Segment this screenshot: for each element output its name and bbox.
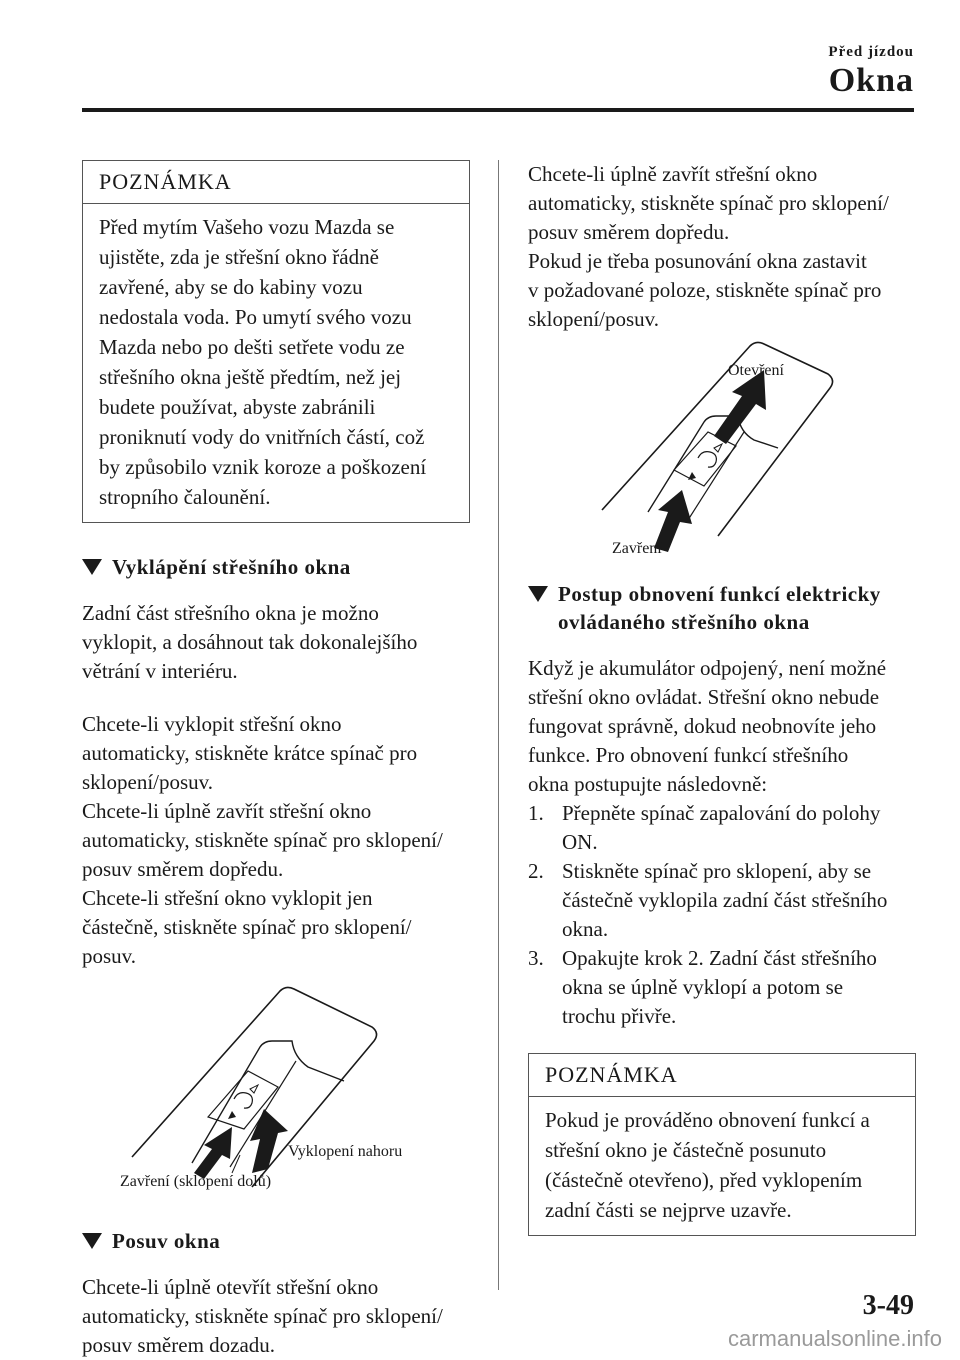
note-line: ujistěte, zda je střešní okno řádně: [99, 245, 379, 269]
heading-text: Posuv okna: [112, 1229, 221, 1253]
step-number: 2.: [528, 859, 544, 883]
figure-slide-switch: [528, 340, 916, 562]
column-divider: [498, 160, 499, 1290]
list-item: [528, 944, 916, 1031]
text-line: Chcete-li úplně zavřít střešní okno: [82, 799, 372, 823]
note-line: budete používat, abyste zabránili: [99, 395, 376, 419]
header-rule: [82, 108, 914, 112]
step-number: 1.: [528, 801, 544, 825]
text-line: větrání v interiéru.: [82, 659, 238, 683]
heading-text: Postup obnovení funkcí elektricky: [558, 582, 881, 606]
text-line: automaticky, stiskněte spínač pro sklopení/: [528, 191, 889, 215]
note-line: proniknutí vody do vnitřních částí, což: [99, 425, 425, 449]
triangle-marker-icon: [528, 586, 548, 602]
paragraph-slide: [82, 1273, 470, 1360]
text-line: střešní okno ovládat. Střešní okno nebude: [528, 685, 880, 709]
note-title: POZNÁMKA: [529, 1054, 915, 1097]
note-title: POZNÁMKA: [83, 161, 469, 204]
text-line: Chcete-li úplně zavřít střešní okno: [528, 162, 818, 186]
note-line: zavřené, aby se do kabiny vozu: [99, 275, 363, 299]
note-line: stropního čalounění.: [99, 485, 271, 509]
label-close: Zavření: [612, 540, 662, 557]
text-line: funkce. Pro obnovení funkcí střešního: [528, 743, 849, 767]
page-number: 3-49: [862, 1290, 914, 1321]
note-line: Před mytím Vašeho vozu Mazda se: [99, 215, 395, 239]
text-line: sklopení/posuv.: [528, 307, 660, 331]
text-line: Když je akumulátor odpojený, není možné: [528, 656, 887, 680]
label-open: Otevření: [728, 362, 784, 379]
heading-text: Vyklápění střešního okna: [112, 555, 351, 579]
note-body: [529, 1097, 915, 1235]
text-line: Přepněte spínač zapalování do polohy: [562, 801, 881, 825]
text-line: Stiskněte spínač pro sklopení, aby se: [562, 859, 872, 883]
text-line: okna se úplně vyklopí a potom se: [562, 975, 844, 999]
note-line: nedostala voda. Po umytí svého vozu: [99, 305, 412, 329]
note-line: střešního okna ještě předtím, než jej: [99, 365, 402, 389]
note-box-washing: [82, 160, 470, 523]
paragraph-reset-intro: [528, 654, 916, 799]
note-box-reset: [528, 1053, 916, 1236]
text-line: posuv směrem dopředu.: [82, 857, 284, 881]
text-line: Zadní část střešního okna je možno: [82, 601, 379, 625]
note-line: střešní okno je částečně posunuto: [545, 1138, 827, 1162]
text-line: automaticky, stiskněte spínač pro sklopení/: [82, 1304, 443, 1328]
triangle-marker-icon: [82, 1233, 102, 1249]
page-title: Okna: [828, 62, 914, 99]
note-line: (částečně otevřeno), před vyklopením: [545, 1168, 863, 1192]
label-tilt-up: Vyklopení nahoru: [288, 1143, 403, 1160]
text-line: vyklopit, a dosáhnout tak dokonalejšího: [82, 630, 418, 654]
note-line: zadní části se nejprve uzavře.: [545, 1198, 792, 1222]
watermark: carmanualsonline.info: [727, 1326, 942, 1351]
note-line: by způsobilo vznik koroze a poškození: [99, 455, 427, 479]
figure-tilt-switch: [82, 977, 470, 1213]
reset-steps-list: [528, 799, 916, 1031]
text-line: fungovat správně, dokud neobnovíte jeho: [528, 714, 877, 738]
section-label: Před jízdou: [828, 44, 914, 60]
text-line: automaticky, stiskněte spínač pro sklopení/: [82, 828, 443, 852]
step-number: 3.: [528, 946, 544, 970]
text-line: Chcete-li střešní okno vyklopit jen: [82, 886, 373, 910]
label-close-tilt-down: Zavření (sklopení dolů): [120, 1173, 272, 1190]
text-line: v požadované poloze, stiskněte spínač pro: [528, 278, 882, 302]
text-line: posuv.: [82, 944, 137, 968]
text-line: částečně vyklopila zadní část střešního: [562, 888, 888, 912]
text-line: Pokud je třeba posunování okna zastavit: [528, 249, 867, 273]
text-line: okna.: [562, 917, 609, 941]
triangle-marker-icon: [82, 559, 102, 575]
text-line: posuv směrem dozadu.: [82, 1333, 276, 1357]
paragraph-tilt-intro: [82, 599, 470, 686]
text-line: Opakujte krok 2. Zadní část střešního: [562, 946, 877, 970]
list-item: [528, 857, 916, 944]
text-line: sklopení/posuv.: [82, 770, 214, 794]
note-line: Pokud je prováděno obnovení funkcí a: [545, 1108, 870, 1132]
paragraph-slide-operation: [528, 160, 916, 334]
text-line: Chcete-li úplně otevřít střešní okno: [82, 1275, 379, 1299]
text-line: trochu přivře.: [562, 1004, 677, 1028]
heading-reset: [528, 580, 916, 636]
text-line: posuv směrem dopředu.: [528, 220, 730, 244]
text-line: Chcete-li vyklopit střešní okno: [82, 712, 342, 736]
heading-tilt: [82, 553, 470, 581]
note-line: Mazda nebo po dešti setřete vodu ze: [99, 335, 405, 359]
text-line: automaticky, stiskněte krátce spínač pro: [82, 741, 418, 765]
sunroof-switch-slide-illustration: [528, 340, 916, 562]
heading-text: ovládaného střešního okna: [558, 610, 810, 634]
text-line: okna postupujte následovně:: [528, 772, 768, 796]
note-body: [83, 204, 469, 522]
right-column: [528, 160, 916, 1236]
left-column: [82, 160, 470, 1360]
list-item: [528, 799, 916, 857]
text-line: ON.: [562, 830, 598, 854]
heading-slide: [82, 1227, 470, 1255]
paragraph-tilt-operation: [82, 710, 470, 971]
text-line: částečně, stiskněte spínač pro sklopení/: [82, 915, 412, 939]
